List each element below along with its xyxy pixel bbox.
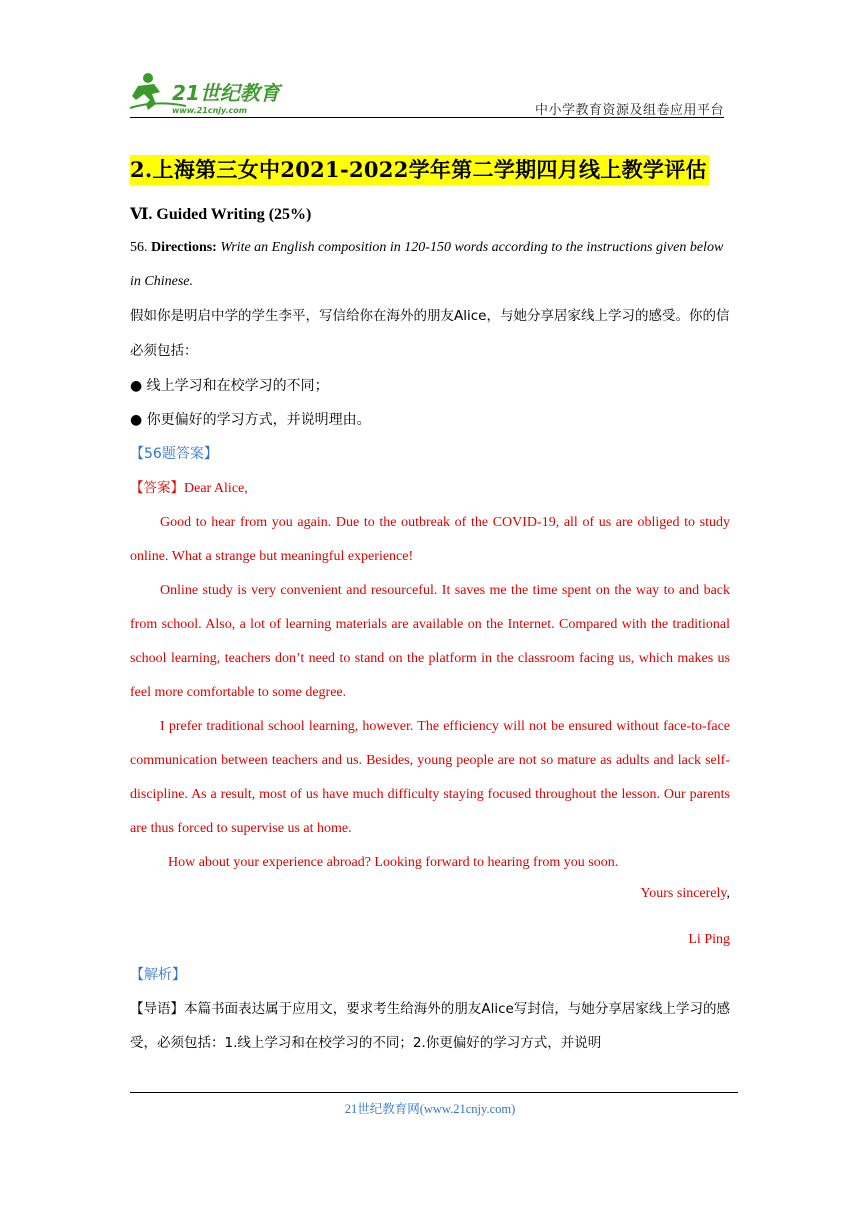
letter-signature: Li Ping xyxy=(688,932,730,947)
site-logo[interactable] xyxy=(126,70,296,116)
question-prompt xyxy=(130,299,730,369)
bullet-item xyxy=(130,403,730,437)
section-heading: Ⅵ. Guided Writing (25%) xyxy=(130,206,312,223)
letter-paragraph: How about your experience abroad? Looking forward to hearing from you soon. xyxy=(168,855,619,870)
page-title: 2.上海第三女中2021-2022学年第二学期四月线上教学评估 xyxy=(130,155,709,185)
bullet-text: 线上学习和在校学习的不同； xyxy=(146,378,329,394)
closing-text: Yours sincerely xyxy=(640,886,727,901)
letter-paragraph: Good to hear from you again. Due to the outbreak of the COVID-19, all of us are obliged to study online. What a strange but meaningful experience! xyxy=(130,515,730,564)
letter-paragraph: Online study is very convenient and resourceful. It saves me the time spent on the way to and back from school. Also, a lot of learning materials are available on the Internet. Compared with the traditional school learning, teachers don’t need to stand on the platform in the classroom facing us, which makes us feel more comfortable to some degree. xyxy=(130,583,730,700)
closing-comma: , xyxy=(726,886,730,901)
footer-divider xyxy=(130,1092,738,1093)
bullet-text: 你更偏好的学习方式，并说明理由。 xyxy=(146,412,371,428)
bullet-icon: ● xyxy=(130,412,143,428)
main-content xyxy=(130,155,730,1060)
question-number: 56. xyxy=(130,240,148,255)
prompt-text: 假如你是明启中学的学生李平，写信给你在海外的朋友Alice，与她分享居家线上学习的感受。你的信必须包括： xyxy=(130,308,730,359)
answer-heading xyxy=(130,471,730,506)
answer-label: 【答案】 xyxy=(130,480,184,496)
guide-text: 本篇书面表达属于应用文，要求考生给海外的朋友Alice写封信，与她分享居家线上学习的感受，必须包括：1.线上学习和在校学习的不同；2.你更偏好的学习方式，并说明 xyxy=(130,1001,731,1051)
bullet-item xyxy=(130,369,730,403)
question-directions xyxy=(130,231,730,299)
directions-text: Write an English composition in 120-150 words according to the instructions given below in Chinese. xyxy=(130,240,724,289)
platform-tagline: 中小学教育资源及组卷应用平台 xyxy=(534,103,724,118)
answer-section-label: 【56题答案】 xyxy=(130,446,218,462)
footer-link[interactable]: 21世纪教育网(www.21cnjy.com) xyxy=(344,1102,516,1116)
directions-label: Directions: xyxy=(151,240,217,255)
letter-body xyxy=(130,506,730,880)
letter-paragraph: I prefer traditional school learning, however. The efficiency will not be ensured without face-to-face communication between teachers and us. Besides, young people are not so mature as adults and lack self-discipline. As a result, most of us have much difficulty staying focused throughout the lesson. Our parents are thus forced to supervise us at home. xyxy=(130,719,730,836)
analysis-label: 【解析】 xyxy=(130,967,186,983)
logo-url: www.21cnjy.com xyxy=(172,106,248,115)
logo-text: 21世纪教育 xyxy=(172,81,280,105)
guide-label: 【导语】 xyxy=(130,1001,185,1017)
header-divider xyxy=(130,117,724,118)
letter-closing xyxy=(130,884,730,904)
guide-paragraph xyxy=(130,992,730,1060)
letter-greeting: Dear Alice, xyxy=(184,481,248,496)
bullet-icon: ● xyxy=(130,378,143,394)
logo-runner-icon xyxy=(126,70,296,116)
